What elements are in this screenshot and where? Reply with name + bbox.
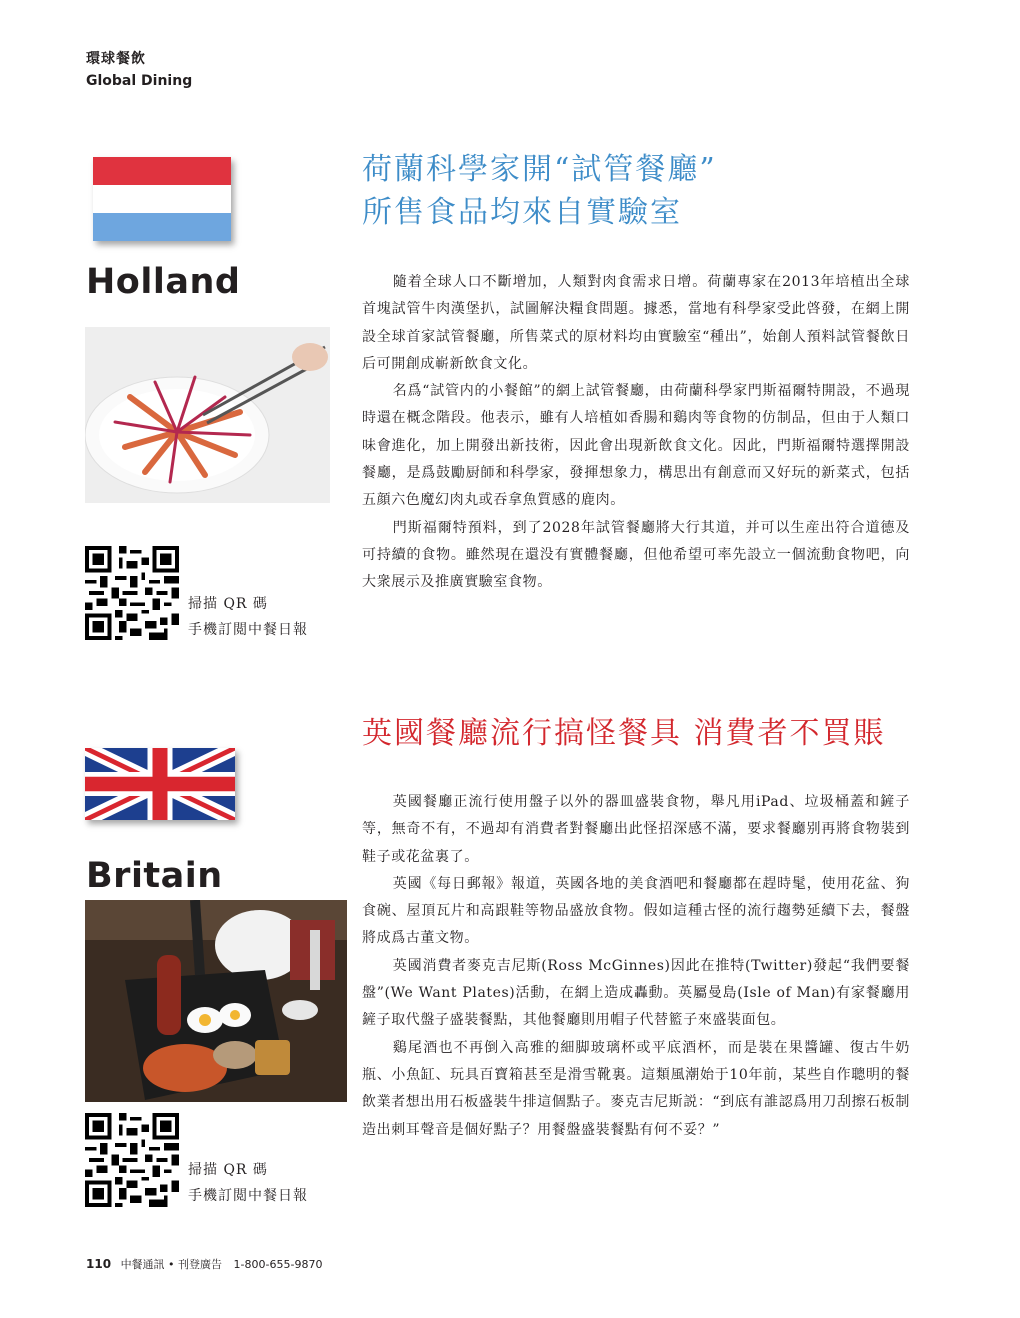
paragraph: 門斯福爾特預料，到了2028年試管餐廳將大行其道，并可以生産出符合道德及可持續的食物。雖然現在還没有實體餐廳，但他希望可率先設立一個流動食物吧，向大衆展示及推廣實驗室食物。	[362, 519, 910, 591]
section-title-english: Global Dining	[86, 73, 193, 89]
qr-caption-line1: 掃描 QR 碼	[188, 1162, 268, 1178]
publication-name: 中餐通訊 • 刊登廣告	[120, 1258, 223, 1271]
netherlands-flag	[93, 157, 231, 241]
lab-food-photo	[85, 327, 330, 503]
section-title-chinese: 環球餐飲	[86, 51, 146, 67]
page-number: 110	[86, 1257, 112, 1271]
headline-line2: 所售食品均來自實驗室	[362, 195, 682, 230]
paragraph: 英國餐廳正流行使用盤子以外的器皿盛裝食物，舉凡用iPad、垃圾桶蓋和鏟子等，無奇不有，不過却有消費者對餐廳出此怪招深感不滿，要求餐廳别再將食物裝到鞋子或花盆裏了。	[362, 794, 910, 865]
country-name-britain: Britain	[86, 856, 223, 896]
paragraph: 英國消費者麥克吉尼斯(Ross McGinnes)因此在推特(Twitter)發起“我們要餐盤”(We Want Plates)活動，在網上造成轟動。英屬曼島(Isle of Man)有家餐廳用鏟子取代盤子盛裝餐點，其他餐廳則用帽子代替籃子來盛裝面包。	[362, 957, 910, 1029]
paragraph: 隨着全球人口不斷增加，人類對肉食需求日增。荷蘭專家在2013年培植出全球首塊試管牛肉漢堡扒，試圖解決糧食問題。據悉，當地有科學家受此啓發，在網上開設全球首家試管餐廳，所售菜式的原材料均由實驗室“種出”，始創人預料試管餐飲日后可開創成嶄新飲食文化。	[362, 274, 910, 372]
page-footer	[86, 1256, 322, 1272]
qr-caption	[188, 1157, 308, 1209]
restaurant-food-photo	[85, 900, 347, 1102]
qr-caption-line2: 手機訂閲中餐日報	[188, 622, 308, 638]
uk-flag	[85, 748, 235, 820]
shovel-breakfast-illustration	[85, 900, 347, 1102]
flag-stripe-white	[93, 185, 231, 213]
qr-caption-line1: 掃描 QR 碼	[188, 596, 268, 612]
lab-food-illustration	[85, 327, 330, 503]
paragraph: 鷄尾酒也不再倒入高雅的細脚玻璃杯或平底酒杯，而是裝在果醬罐、復古牛奶瓶、小魚缸、玩具百寶箱甚至是滑雪靴裏。這類風潮始于10年前，某些自作聰明的餐飲業者想出用石板盛裝牛排這個點子。麥克吉尼斯説：“到底有誰認爲用刀刮擦石板制造出刺耳聲音是個好點子？用餐盤盛裝餐點有何不妥？”	[362, 1039, 910, 1138]
phone-number: 1-800-655-9870	[233, 1258, 323, 1271]
headline-britain: 英國餐廳流行搞怪餐具 消費者不買賬	[362, 716, 886, 751]
paragraph: 英國《每日郵報》報道，英國各地的美食酒吧和餐廳都在趕時髦，使用花盆、狗食碗、屋頂瓦片和高跟鞋等物品盛放食物。假如這種古怪的流行趨勢延續下去，餐盤將成爲古董文物。	[362, 875, 910, 947]
headline-line1: 荷蘭科學家開“試管餐廳”	[362, 152, 717, 187]
paragraph: 名爲“試管内的小餐館”的網上試管餐廳，由荷蘭科學家門斯福爾特開設，不過現時還在概念階段。他表示，雖有人培植如香腸和鷄肉等食物的仿制品，但由于人類口味會進化，加上開發出新技術，因此會出現新飲食文化。因此，門斯福爾特選擇開設餐廳，是爲鼓勵厨師和科學家，發揮想象力，構思出有創意而又好玩的新菜式，包括五顔六色魔幻肉丸或吞拿魚質感的鹿肉。	[362, 383, 910, 509]
qr-caption-line2: 手機訂閲中餐日報	[188, 1188, 308, 1204]
qr-caption	[188, 591, 308, 643]
qr-code	[85, 1113, 179, 1207]
qr-code	[85, 546, 179, 640]
country-name-holland: Holland	[86, 262, 241, 302]
flag-stripe-red	[93, 157, 231, 185]
flag-stripe-blue	[93, 213, 231, 241]
article-body-britain	[362, 789, 910, 1144]
article-body-holland	[362, 269, 910, 597]
headline-holland	[362, 148, 717, 234]
